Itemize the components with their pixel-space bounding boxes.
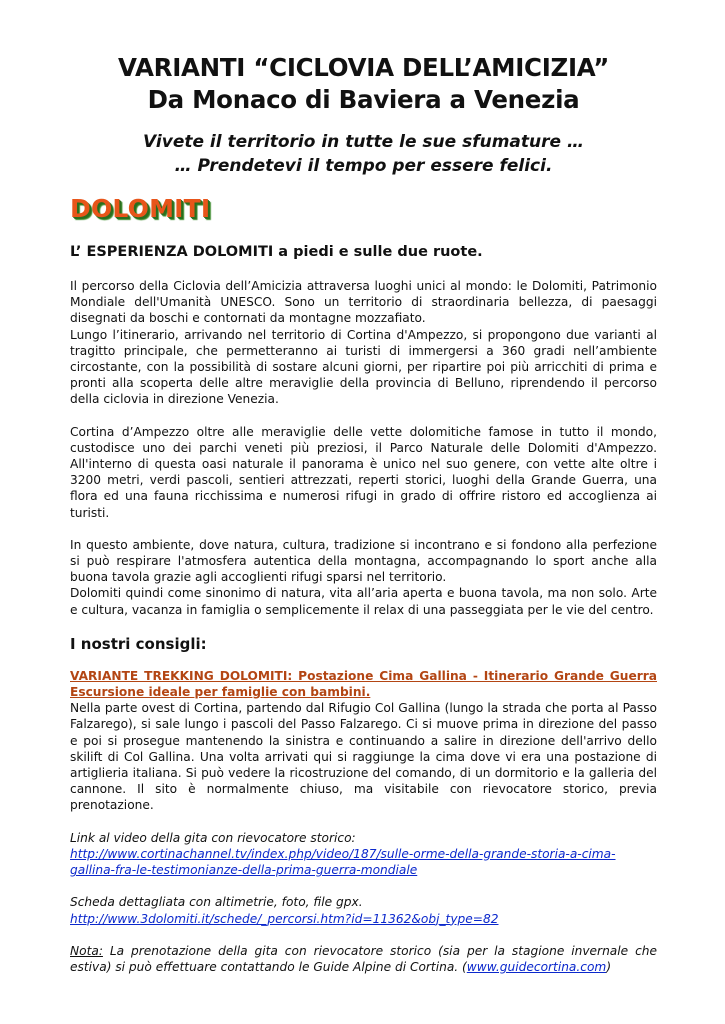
sheet-link[interactable]: http://www.3dolomiti.it/schede/_percorsi.htm?id=11362&obj_type=82 [70,911,499,926]
section-heading-dolomiti: DOLOMITI [70,194,211,223]
advice-heading: I nostri consigli: [70,634,207,653]
variant-title: VARIANTE TREKKING DOLOMITI: Postazione Cima Gallina - Itinerario Grande Guerra Escursione ideale per famiglie con bambini. [70,668,657,700]
video-link-line [70,846,657,878]
cortina-paragraph: Cortina d’Ampezzo oltre alle meraviglie delle vette dolomitiche famose in tutto il mondo, custodisce uno dei parchi veneti più preziosi, il Parco Naturale delle Dolomiti d'Ampezzo. All'interno di questa oasi naturale il panorama è unico nel suo genere, con vette alte oltre i 3200 metri, verdi pascoli, sentieri attrezzati, reperti storici, luoghi della Grande Guerra, una flora ed una fauna ricchissima e numerosi rifugi in grado di offrire ristoro ed accoglienza ai turisti. [70,424,657,520]
subtitle-line-2: … Prendetevi il tempo per essere felici. [174,156,553,176]
environment-paragraph: In questo ambiente, dove natura, cultura, tradizione si incontrano e si fondono alla perfezione si può respirare l'atmosfera autentica della montagna, accompagnando lo sport anche alla buona tavola grazie agli accoglienti rifugi sparsi nel territorio. [70,537,657,585]
guide-cortina-link[interactable]: www.guidecortina.com [466,959,607,974]
subtitle-line-1: Vivete il territorio in tutte le sue sfumature … [143,132,584,152]
intro-paragraph: Il percorso della Ciclovia dell’Amicizia attraversa luoghi unici al mondo: le Dolomiti, Patrimonio Mondiale dell'Umanità UNESCO. Sono un territorio di straordinaria bellezza, di paesaggi disegnati da boschi e contornati da montagne mozzafiato. [70,279,657,326]
title-line-1: VARIANTI “CICLOVIA DELL’AMICIZIA” [117,53,610,82]
note-paragraph [70,943,657,975]
note-close: ) [606,959,612,974]
note-label: Nota: [70,943,103,958]
dolomiti-paragraph: Dolomiti quindi come sinonimo di natura, vita all’aria aperta e buona tavola, ma non solo. Arte e cultura, vacanza in famiglia o semplicemente il relax di una passeggiata per le vie del centro. [70,586,657,617]
note-text: La prenotazione della gita con rievocatore storico (sia per la stagione invernale che estiva) si può effettuare contattando le Guide Alpine di Cortina. ( [70,943,657,974]
sheet-link-line [70,911,657,927]
sheet-label: Scheda dettagliata con altimetrie, foto, file gpx. [70,895,363,910]
video-link[interactable]: http://www.cortinachannel.tv/index.php/video/187/sulle-orme-della-grande-storia-a-cima-gallina-fra-le-testimonianze-della-prima-guerra-mondiale [70,846,616,878]
document-title [70,52,657,116]
route-paragraph: Lungo l’itinerario, arrivando nel territorio di Cortina d'Ampezzo, si propongono due varianti al tragitto principale, che permetteranno ai turisti di immergersi a 360 gradi nell’ambiente circostante, con la possibilità di sostare alcuni giorni, per ripartire poi più arricchiti di prima e pronti alla scoperta delle altre meraviglie della provincia di Belluno, riprendendo il percorso della ciclovia in direzione Venezia. [70,327,657,407]
variant-description: Nella parte ovest di Cortina, partendo dal Rifugio Col Gallina (lungo la strada che porta al Passo Falzarego), si sale lungo i pascoli del Passo Falzarego. Ci si muove prima in direzione del passo e poi si prosegue mantenendo la sinistra e continuando a salire in direzione dell'arrivo dello skilift di Col Gallina. Una volta arrivati qui si raggiunge la cima dove vi era una postazione di artiglieria italiana. Si può vedere la ricostruzione del comando, di un dormitorio e la galleria del cannone. Il sito è normalmente chiuso, ma visitabile con rievocatore storico, previa prenotazione. [70,701,657,813]
video-label: Link al video della gita con rievocatore storico: [70,830,356,845]
experience-heading: L’ ESPERIENZA DOLOMITI a piedi e sulle due ruote. [70,244,483,260]
title-line-2: Da Monaco di Baviera a Venezia [147,85,580,114]
document-subtitle [70,130,657,178]
